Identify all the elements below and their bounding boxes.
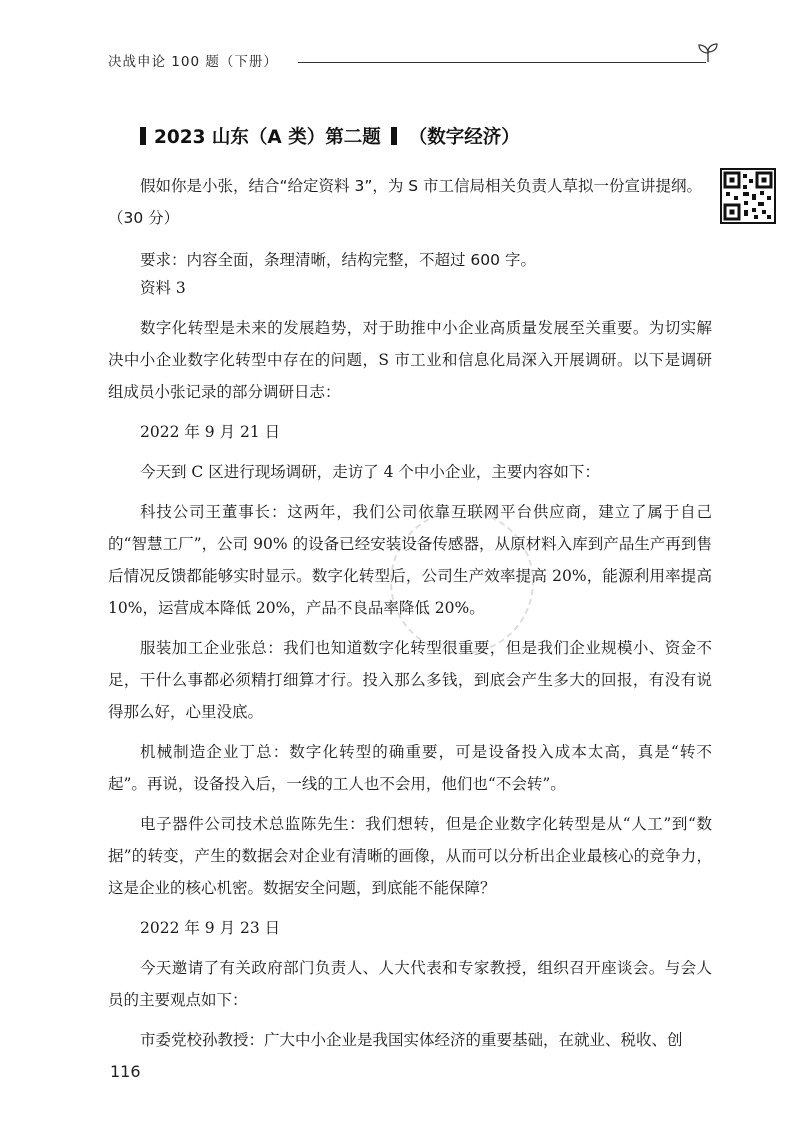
paragraph: 数字化转型是未来的发展趋势，对于助推中小企业高质量发展至关重要。为切实解决中小企业数字化转型中存在的问题，S 市工业和信息化局深入开展调研。以下是调研组成员小张记录的部分调研日志： (108, 319, 712, 401)
sprout-icon (696, 42, 720, 64)
log-date: 2022 年 9 月 21 日 (140, 423, 281, 441)
title-bar-mid (391, 127, 397, 145)
paragraph: 科技公司王董事长：这两年，我们公司依靠互联网平台供应商，建立了属于自己的“智慧工厂”，公司 90% 的设备已经安装设备传感器，从原材料入库到产品生产再到售后情况反馈都能够实时显示。数字化转型后，公司生产效率提高 20%，能源利用率提高 10%，运营成本降低 20%，产品不良品率降低 20%。 (108, 503, 712, 617)
log-date: 2022 年 9 月 23 日 (140, 919, 281, 937)
qr-code-icon[interactable] (720, 168, 776, 224)
question-block (108, 170, 708, 276)
exam-title: 2023 山东（A 类）第二题 (154, 127, 381, 148)
paragraph: 市委党校孙教授：广大中小企业是我国实体经济的重要基础，在就业、税收、创 (140, 1031, 683, 1049)
paragraph: 今天邀请了有关政府部门负责人、人大代表和专家教授，组织召开座谈会。与会人员的主要观点如下： (108, 959, 712, 1009)
running-header (108, 48, 720, 74)
paragraph: 服装加工企业张总：我们也知道数字化转型很重要，但是我们企业规模小、资金不足，干什么事都必须精打细算才行。投入那么多钱，到底会产生多大的回报，有没有说得那么好，心里没底。 (108, 639, 712, 721)
paragraph: 机械制造企业丁总：数字化转型的确重要，可是设备投入成本太高，真是“转不起”。再说，设备投入后，一线的工人也不会用，他们也“不会转”。 (108, 743, 712, 793)
material-body (108, 272, 712, 1064)
question-prompt: 假如你是小张，结合“给定资料 3”，为 S 市工信局相关负责人草拟一份宣讲提纲。（30 分） (108, 177, 703, 227)
page-number: 116 (110, 1062, 141, 1081)
paragraph: 今天到 C 区进行现场调研，走访了 4 个中小企业，主要内容如下： (140, 463, 600, 481)
paragraph: 电子器件公司技术总监陈先生：我们想转，但是企业数字化转型是从“人工”到“数据”的转变，产生的数据会对企业有清晰的画像，从而可以分析出企业最核心的竞争力，这是企业的核心机密。数据安全问题，到底能不能保障？ (108, 815, 712, 897)
title-bar-left (140, 127, 146, 145)
material-label: 资料 3 (140, 279, 186, 297)
question-requirement: 要求：内容全面，条理清晰，结构完整，不超过 600 字。 (140, 251, 536, 269)
section-title (140, 123, 520, 149)
book-title: 决战申论 100 题（下册） (108, 54, 278, 70)
topic-label: （数字经济） (408, 127, 520, 148)
header-rule (298, 62, 706, 63)
